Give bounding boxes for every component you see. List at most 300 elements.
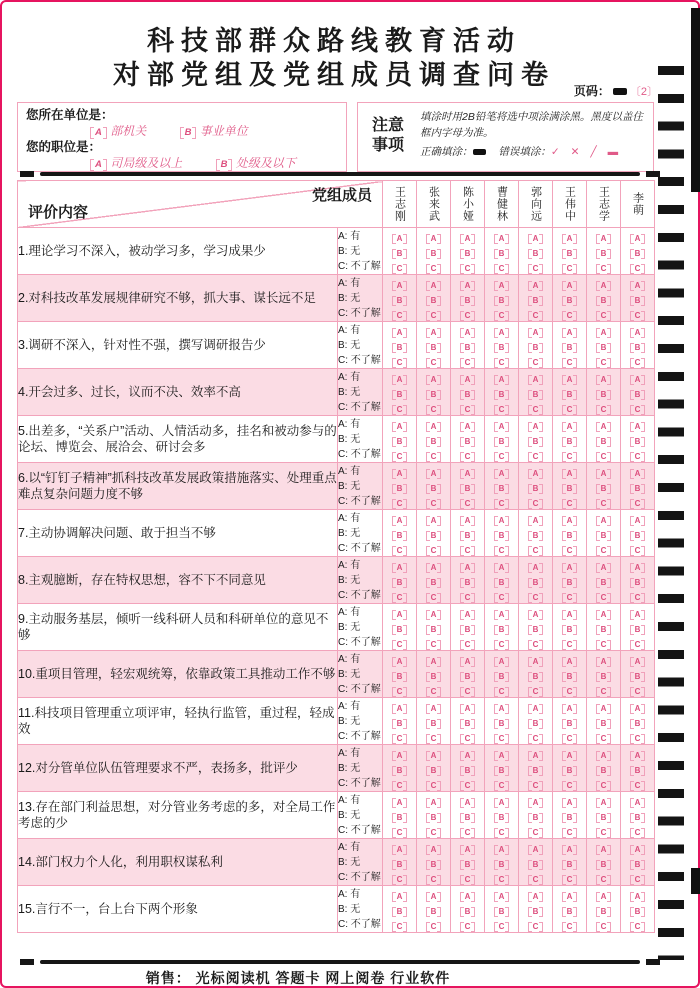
answer-bubble-a[interactable]: A [460,657,476,667]
answer-bubble-b[interactable]: B [494,484,510,494]
answer-bubble-b[interactable]: B [392,390,408,400]
answer-bubble-c[interactable]: C [528,452,544,462]
answer-bubble-a[interactable]: A [562,751,578,761]
answer-bubble-c[interactable]: C [630,828,646,838]
answer-bubble-b[interactable]: B [494,907,510,917]
answer-bubble-c[interactable]: C [596,546,612,556]
answer-bubble-b[interactable]: B [426,907,442,917]
answer-bubble-b[interactable]: B [460,813,476,823]
answer-bubble-c[interactable]: C [596,687,612,697]
answer-bubble-a[interactable]: A [426,422,442,432]
answer-bubble-a[interactable]: A [630,892,646,902]
answer-bubble-b[interactable]: B [562,578,578,588]
answer-bubble-c[interactable]: C [392,593,408,603]
answer-bubble-a[interactable]: A [392,610,408,620]
answer-bubble-a[interactable]: A [494,281,510,291]
answer-bubble-b[interactable]: B [426,719,442,729]
answer-bubble-b[interactable]: B [426,860,442,870]
answer-bubble-a[interactable]: A [562,234,578,244]
answer-bubble-b[interactable]: B [426,625,442,635]
answer-bubble-a[interactable]: A [630,234,646,244]
answer-bubble-c[interactable]: C [596,593,612,603]
answer-bubble-c[interactable]: C [528,875,544,885]
answer-bubble-c[interactable]: C [392,640,408,650]
answer-bubble-a[interactable]: A [460,281,476,291]
answer-bubble-b[interactable]: B [528,437,544,447]
answer-bubble-a[interactable]: A [426,375,442,385]
answer-bubble-a[interactable]: A [596,892,612,902]
answer-bubble-c[interactable]: C [392,922,408,932]
answer-bubble-a[interactable]: A [528,892,544,902]
answer-bubble-a[interactable]: A [460,845,476,855]
answer-bubble-c[interactable]: C [528,828,544,838]
answer-bubble-a[interactable]: A [562,892,578,902]
answer-bubble-a[interactable]: A [630,704,646,714]
answer-bubble-b[interactable]: B [460,625,476,635]
answer-bubble-b[interactable]: B [562,625,578,635]
answer-bubble-b[interactable]: B [528,296,544,306]
answer-bubble-a[interactable]: A [392,234,408,244]
answer-bubble-b[interactable]: B [494,625,510,635]
answer-bubble-c[interactable]: C [528,358,544,368]
answer-bubble-a[interactable]: A [494,234,510,244]
answer-bubble-a[interactable]: A [460,704,476,714]
answer-bubble-b[interactable]: B [562,390,578,400]
answer-bubble-c[interactable]: C [596,499,612,509]
answer-bubble-a[interactable]: A [460,798,476,808]
answer-bubble-c[interactable]: C [494,311,510,321]
answer-bubble-a[interactable]: A [528,751,544,761]
answer-bubble-b[interactable]: B [426,813,442,823]
answer-bubble-a[interactable]: A [562,375,578,385]
answer-bubble-c[interactable]: C [460,875,476,885]
answer-bubble-a[interactable]: A [528,563,544,573]
answer-bubble-a[interactable]: A [528,516,544,526]
answer-bubble-c[interactable]: C [494,593,510,603]
answer-bubble-a[interactable]: A [596,234,612,244]
answer-bubble-c[interactable]: C [460,593,476,603]
position-option-a-bubble[interactable]: A [90,159,107,171]
answer-bubble-c[interactable]: C [528,546,544,556]
answer-bubble-c[interactable]: C [562,922,578,932]
answer-bubble-a[interactable]: A [528,610,544,620]
answer-bubble-a[interactable]: A [596,281,612,291]
answer-bubble-a[interactable]: A [460,469,476,479]
answer-bubble-c[interactable]: C [630,546,646,556]
answer-bubble-b[interactable]: B [562,343,578,353]
answer-bubble-b[interactable]: B [460,390,476,400]
answer-bubble-b[interactable]: B [630,296,646,306]
answer-bubble-c[interactable]: C [528,311,544,321]
answer-bubble-b[interactable]: B [630,719,646,729]
answer-bubble-b[interactable]: B [528,672,544,682]
answer-bubble-b[interactable]: B [596,437,612,447]
answer-bubble-c[interactable]: C [460,264,476,274]
answer-bubble-c[interactable]: C [392,687,408,697]
answer-bubble-b[interactable]: B [562,766,578,776]
answer-bubble-c[interactable]: C [392,499,408,509]
answer-bubble-a[interactable]: A [460,610,476,620]
answer-bubble-a[interactable]: A [630,610,646,620]
answer-bubble-c[interactable]: C [596,452,612,462]
answer-bubble-b[interactable]: B [596,296,612,306]
answer-bubble-b[interactable]: B [596,484,612,494]
answer-bubble-b[interactable]: B [426,578,442,588]
answer-bubble-c[interactable]: C [426,593,442,603]
answer-bubble-c[interactable]: C [494,499,510,509]
answer-bubble-a[interactable]: A [426,610,442,620]
answer-bubble-c[interactable]: C [528,640,544,650]
answer-bubble-a[interactable]: A [426,234,442,244]
answer-bubble-a[interactable]: A [596,328,612,338]
answer-bubble-a[interactable]: A [426,798,442,808]
answer-bubble-b[interactable]: B [426,437,442,447]
unit-option-b-bubble[interactable]: B [180,127,197,139]
answer-bubble-a[interactable]: A [630,751,646,761]
unit-option-a[interactable] [90,124,146,138]
answer-bubble-c[interactable]: C [562,358,578,368]
answer-bubble-b[interactable]: B [562,437,578,447]
answer-bubble-a[interactable]: A [392,892,408,902]
answer-bubble-a[interactable]: A [528,328,544,338]
answer-bubble-b[interactable]: B [562,860,578,870]
answer-bubble-c[interactable]: C [630,781,646,791]
answer-bubble-b[interactable]: B [562,813,578,823]
answer-bubble-a[interactable]: A [528,469,544,479]
answer-bubble-b[interactable]: B [426,766,442,776]
answer-bubble-a[interactable]: A [494,798,510,808]
answer-bubble-b[interactable]: B [596,766,612,776]
answer-bubble-b[interactable]: B [528,343,544,353]
answer-bubble-c[interactable]: C [494,546,510,556]
answer-bubble-c[interactable]: C [528,264,544,274]
answer-bubble-c[interactable]: C [562,734,578,744]
answer-bubble-b[interactable]: B [630,484,646,494]
answer-bubble-a[interactable]: A [596,516,612,526]
answer-bubble-c[interactable]: C [460,781,476,791]
answer-bubble-c[interactable]: C [460,405,476,415]
answer-bubble-a[interactable]: A [392,516,408,526]
answer-bubble-a[interactable]: A [494,704,510,714]
answer-bubble-b[interactable]: B [562,531,578,541]
answer-bubble-a[interactable]: A [630,845,646,855]
answer-bubble-c[interactable]: C [562,311,578,321]
answer-bubble-a[interactable]: A [494,845,510,855]
answer-bubble-a[interactable]: A [460,375,476,385]
answer-bubble-a[interactable]: A [630,375,646,385]
answer-bubble-c[interactable]: C [562,452,578,462]
answer-bubble-c[interactable]: C [596,264,612,274]
answer-bubble-c[interactable]: C [426,264,442,274]
answer-bubble-a[interactable]: A [426,516,442,526]
answer-bubble-a[interactable]: A [494,422,510,432]
answer-bubble-b[interactable]: B [596,343,612,353]
answer-bubble-a[interactable]: A [528,704,544,714]
answer-bubble-c[interactable]: C [392,546,408,556]
answer-bubble-c[interactable]: C [528,922,544,932]
answer-bubble-a[interactable]: A [460,892,476,902]
answer-bubble-c[interactable]: C [460,311,476,321]
answer-bubble-b[interactable]: B [562,484,578,494]
answer-bubble-c[interactable]: C [392,405,408,415]
answer-bubble-b[interactable]: B [494,343,510,353]
answer-bubble-c[interactable]: C [630,358,646,368]
answer-bubble-a[interactable]: A [494,751,510,761]
answer-bubble-c[interactable]: C [494,781,510,791]
answer-bubble-b[interactable]: B [426,531,442,541]
answer-bubble-b[interactable]: B [528,625,544,635]
answer-bubble-c[interactable]: C [596,828,612,838]
answer-bubble-a[interactable]: A [426,328,442,338]
answer-bubble-c[interactable]: C [562,593,578,603]
answer-bubble-b[interactable]: B [596,578,612,588]
answer-bubble-c[interactable]: C [630,640,646,650]
answer-bubble-b[interactable]: B [460,437,476,447]
answer-bubble-a[interactable]: A [494,469,510,479]
answer-bubble-b[interactable]: B [392,484,408,494]
answer-bubble-a[interactable]: A [562,516,578,526]
answer-bubble-c[interactable]: C [460,640,476,650]
answer-bubble-a[interactable]: A [562,422,578,432]
answer-bubble-b[interactable]: B [494,766,510,776]
answer-bubble-a[interactable]: A [392,469,408,479]
answer-bubble-c[interactable]: C [494,452,510,462]
answer-bubble-b[interactable]: B [630,907,646,917]
answer-bubble-b[interactable]: B [392,249,408,259]
answer-bubble-b[interactable]: B [596,249,612,259]
answer-bubble-c[interactable]: C [392,264,408,274]
answer-bubble-c[interactable]: C [494,875,510,885]
answer-bubble-a[interactable]: A [630,328,646,338]
answer-bubble-b[interactable]: B [460,766,476,776]
answer-bubble-a[interactable]: A [528,657,544,667]
position-option-b[interactable] [216,156,296,170]
answer-bubble-c[interactable]: C [562,828,578,838]
answer-bubble-a[interactable]: A [562,704,578,714]
answer-bubble-c[interactable]: C [562,875,578,885]
answer-bubble-b[interactable]: B [528,531,544,541]
answer-bubble-b[interactable]: B [426,484,442,494]
answer-bubble-a[interactable]: A [630,516,646,526]
answer-bubble-b[interactable]: B [562,907,578,917]
answer-bubble-c[interactable]: C [494,640,510,650]
answer-bubble-a[interactable]: A [392,657,408,667]
answer-bubble-c[interactable]: C [630,593,646,603]
answer-bubble-a[interactable]: A [426,704,442,714]
answer-bubble-a[interactable]: A [596,422,612,432]
answer-bubble-b[interactable]: B [630,813,646,823]
answer-bubble-a[interactable]: A [494,892,510,902]
answer-bubble-b[interactable]: B [392,860,408,870]
answer-bubble-c[interactable]: C [596,781,612,791]
answer-bubble-b[interactable]: B [630,531,646,541]
answer-bubble-c[interactable]: C [426,546,442,556]
answer-bubble-b[interactable]: B [392,343,408,353]
answer-bubble-a[interactable]: A [392,422,408,432]
answer-bubble-c[interactable]: C [426,499,442,509]
answer-bubble-b[interactable]: B [460,296,476,306]
answer-bubble-a[interactable]: A [562,563,578,573]
answer-bubble-a[interactable]: A [392,845,408,855]
answer-bubble-b[interactable]: B [528,860,544,870]
answer-bubble-a[interactable]: A [630,798,646,808]
answer-bubble-a[interactable]: A [426,563,442,573]
answer-bubble-c[interactable]: C [528,781,544,791]
answer-bubble-b[interactable]: B [596,531,612,541]
answer-bubble-c[interactable]: C [426,311,442,321]
answer-bubble-a[interactable]: A [494,657,510,667]
answer-bubble-b[interactable]: B [494,672,510,682]
answer-bubble-c[interactable]: C [562,405,578,415]
answer-bubble-c[interactable]: C [392,311,408,321]
answer-bubble-b[interactable]: B [460,860,476,870]
answer-bubble-a[interactable]: A [630,469,646,479]
answer-bubble-a[interactable]: A [460,422,476,432]
answer-bubble-a[interactable]: A [630,563,646,573]
answer-bubble-b[interactable]: B [460,907,476,917]
answer-bubble-b[interactable]: B [630,249,646,259]
answer-bubble-c[interactable]: C [426,452,442,462]
answer-bubble-c[interactable]: C [460,734,476,744]
answer-bubble-b[interactable]: B [460,672,476,682]
answer-bubble-a[interactable]: A [562,469,578,479]
answer-bubble-b[interactable]: B [596,813,612,823]
answer-bubble-b[interactable]: B [392,437,408,447]
answer-bubble-a[interactable]: A [528,375,544,385]
page-number-filled-bubble[interactable] [613,88,627,95]
answer-bubble-a[interactable]: A [596,704,612,714]
answer-bubble-b[interactable]: B [562,672,578,682]
answer-bubble-c[interactable]: C [596,640,612,650]
answer-bubble-b[interactable]: B [460,578,476,588]
answer-bubble-c[interactable]: C [426,687,442,697]
answer-bubble-c[interactable]: C [596,358,612,368]
answer-bubble-b[interactable]: B [392,578,408,588]
answer-bubble-b[interactable]: B [392,531,408,541]
answer-bubble-c[interactable]: C [392,452,408,462]
answer-bubble-b[interactable]: B [596,625,612,635]
answer-bubble-c[interactable]: C [630,687,646,697]
answer-bubble-c[interactable]: C [460,358,476,368]
answer-bubble-a[interactable]: A [392,563,408,573]
answer-bubble-c[interactable]: C [630,264,646,274]
answer-bubble-b[interactable]: B [528,249,544,259]
answer-bubble-c[interactable]: C [494,358,510,368]
answer-bubble-c[interactable]: C [528,687,544,697]
answer-bubble-a[interactable]: A [596,657,612,667]
answer-bubble-b[interactable]: B [528,578,544,588]
answer-bubble-b[interactable]: B [562,296,578,306]
answer-bubble-c[interactable]: C [460,687,476,697]
answer-bubble-b[interactable]: B [630,390,646,400]
answer-bubble-c[interactable]: C [494,734,510,744]
answer-bubble-a[interactable]: A [562,657,578,667]
answer-bubble-a[interactable]: A [426,469,442,479]
answer-bubble-b[interactable]: B [596,860,612,870]
answer-bubble-b[interactable]: B [630,578,646,588]
answer-bubble-c[interactable]: C [528,499,544,509]
answer-bubble-c[interactable]: C [630,499,646,509]
answer-bubble-c[interactable]: C [528,593,544,603]
answer-bubble-b[interactable]: B [630,625,646,635]
answer-bubble-c[interactable]: C [460,922,476,932]
answer-bubble-c[interactable]: C [426,781,442,791]
answer-bubble-b[interactable]: B [460,249,476,259]
answer-bubble-b[interactable]: B [494,249,510,259]
answer-bubble-a[interactable]: A [460,751,476,761]
answer-bubble-b[interactable]: B [494,531,510,541]
answer-bubble-c[interactable]: C [630,311,646,321]
answer-bubble-c[interactable]: C [630,922,646,932]
answer-bubble-c[interactable]: C [460,828,476,838]
answer-bubble-a[interactable]: A [494,328,510,338]
answer-bubble-c[interactable]: C [562,640,578,650]
answer-bubble-b[interactable]: B [528,813,544,823]
answer-bubble-c[interactable]: C [630,734,646,744]
answer-bubble-b[interactable]: B [494,390,510,400]
answer-bubble-b[interactable]: B [392,907,408,917]
answer-bubble-c[interactable]: C [426,640,442,650]
position-option-b-bubble[interactable]: B [216,159,233,171]
answer-bubble-b[interactable]: B [426,672,442,682]
answer-bubble-c[interactable]: C [494,922,510,932]
answer-bubble-c[interactable]: C [562,781,578,791]
unit-option-a-bubble[interactable]: A [90,127,107,139]
answer-bubble-a[interactable]: A [494,563,510,573]
answer-bubble-a[interactable]: A [528,845,544,855]
answer-bubble-b[interactable]: B [630,860,646,870]
answer-bubble-c[interactable]: C [596,922,612,932]
answer-bubble-a[interactable]: A [528,281,544,291]
answer-bubble-a[interactable]: A [426,281,442,291]
answer-bubble-a[interactable]: A [392,704,408,714]
answer-bubble-a[interactable]: A [460,516,476,526]
answer-bubble-a[interactable]: A [596,563,612,573]
answer-bubble-a[interactable]: A [596,469,612,479]
answer-bubble-b[interactable]: B [630,766,646,776]
answer-bubble-b[interactable]: B [460,343,476,353]
answer-bubble-c[interactable]: C [562,687,578,697]
answer-bubble-c[interactable]: C [460,499,476,509]
answer-bubble-b[interactable]: B [494,578,510,588]
answer-bubble-a[interactable]: A [630,657,646,667]
answer-bubble-a[interactable]: A [562,328,578,338]
answer-bubble-a[interactable]: A [494,610,510,620]
answer-bubble-b[interactable]: B [494,437,510,447]
answer-bubble-b[interactable]: B [562,249,578,259]
answer-bubble-b[interactable]: B [494,719,510,729]
answer-bubble-b[interactable]: B [528,719,544,729]
answer-bubble-b[interactable]: B [426,296,442,306]
answer-bubble-a[interactable]: A [392,375,408,385]
answer-bubble-a[interactable]: A [460,563,476,573]
answer-bubble-b[interactable]: B [562,719,578,729]
answer-bubble-c[interactable]: C [562,546,578,556]
answer-bubble-c[interactable]: C [630,452,646,462]
answer-bubble-b[interactable]: B [528,484,544,494]
answer-bubble-b[interactable]: B [528,390,544,400]
answer-bubble-c[interactable]: C [562,499,578,509]
answer-bubble-c[interactable]: C [426,734,442,744]
answer-bubble-b[interactable]: B [426,390,442,400]
answer-bubble-a[interactable]: A [630,281,646,291]
answer-bubble-c[interactable]: C [494,264,510,274]
answer-bubble-b[interactable]: B [392,296,408,306]
answer-bubble-b[interactable]: B [460,531,476,541]
answer-bubble-b[interactable]: B [494,860,510,870]
answer-bubble-c[interactable]: C [460,546,476,556]
answer-bubble-a[interactable]: A [562,610,578,620]
